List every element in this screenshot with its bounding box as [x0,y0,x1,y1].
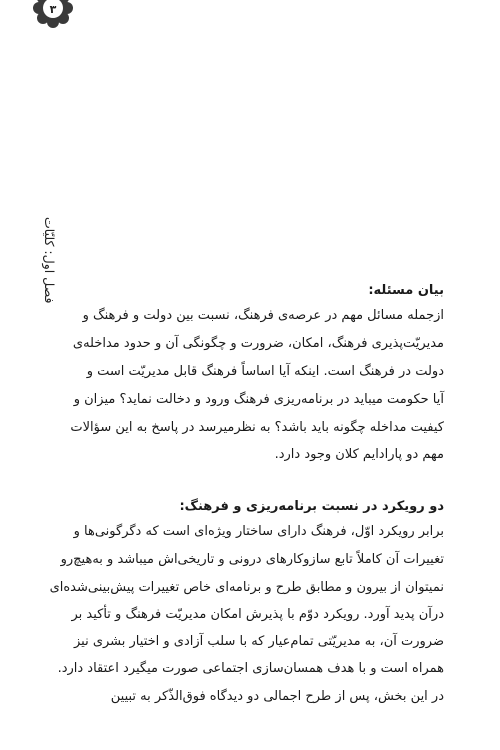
paragraph-line: مهم دو پارادایم کلان وجود دارد. [274,447,444,462]
paragraph-line: مدیریّت‌پذیری فرهنگ، امکان، ضرورت و چگونگی آن و حدود مداخله‌ی [72,336,444,351]
paragraph-line: در این بخش، پس از طرح اجمالی دو دیدگاه فوق‌الذّکر به تبیین [110,689,444,704]
chapter-side-label: فصل اول: کلیّات [42,216,57,304]
paragraph-line: دولت در فرهنگ است. اینکه آیا اساساً فرهنگ قابل مدیریّت است و [86,364,444,379]
chapter-number: ۳ [49,3,57,16]
paragraph-line: کیفیت مداخله چگونه باید باشد؟ به نظرمیرسد در پاسخ به این سؤالات [70,420,444,435]
chapter-number-badge [30,0,76,40]
section-heading-problem-statement: بیان مسئله: [368,283,444,298]
section-heading-two-approaches: دو رویکرد در نسبت برنامه‌ریزی و فرهنگ: [179,499,444,514]
paragraph-line: ازجمله مسائل مهم در عرصه‌ی فرهنگ، نسبت بین دولت و فرهنگ و [82,308,444,323]
rosette-icon [30,0,76,40]
paragraph-line: همراه است و با هدف همسان‌سازی اجتماعی صورت میگیرد اعتقاد دارد. [57,661,444,676]
paragraph-line: تغییرات آن کاملاً تابع سازوکارهای درونی و تاریخی‌اش میباشد و به‌هیچ‌رو [60,552,444,567]
paragraph-line: آیا حکومت میباید در برنامه‌ریزی فرهنگ ورود و دخالت نماید؟ میزان و [73,392,444,407]
paragraph-line: درآن پدید آورد. رویکرد دوّم با پذیرش امکان مدیریّت فرهنگ و تأکید بر [71,607,444,622]
paragraph-line: برابر رویکرد اوّل، فرهنگ دارای ساختار ویژه‌ای است که دگرگونی‌ها و [73,524,444,539]
paragraph-line: نمیتوان از بیرون و مطابق طرح و برنامه‌ای خاص تغییرات پیش‌بینی‌شده‌ای [49,580,444,595]
paragraph-line: ضرورت آن، به مدیریّتی تمام‌عیار که با سلب آزادی و اختیار بشری نیز [73,634,444,649]
